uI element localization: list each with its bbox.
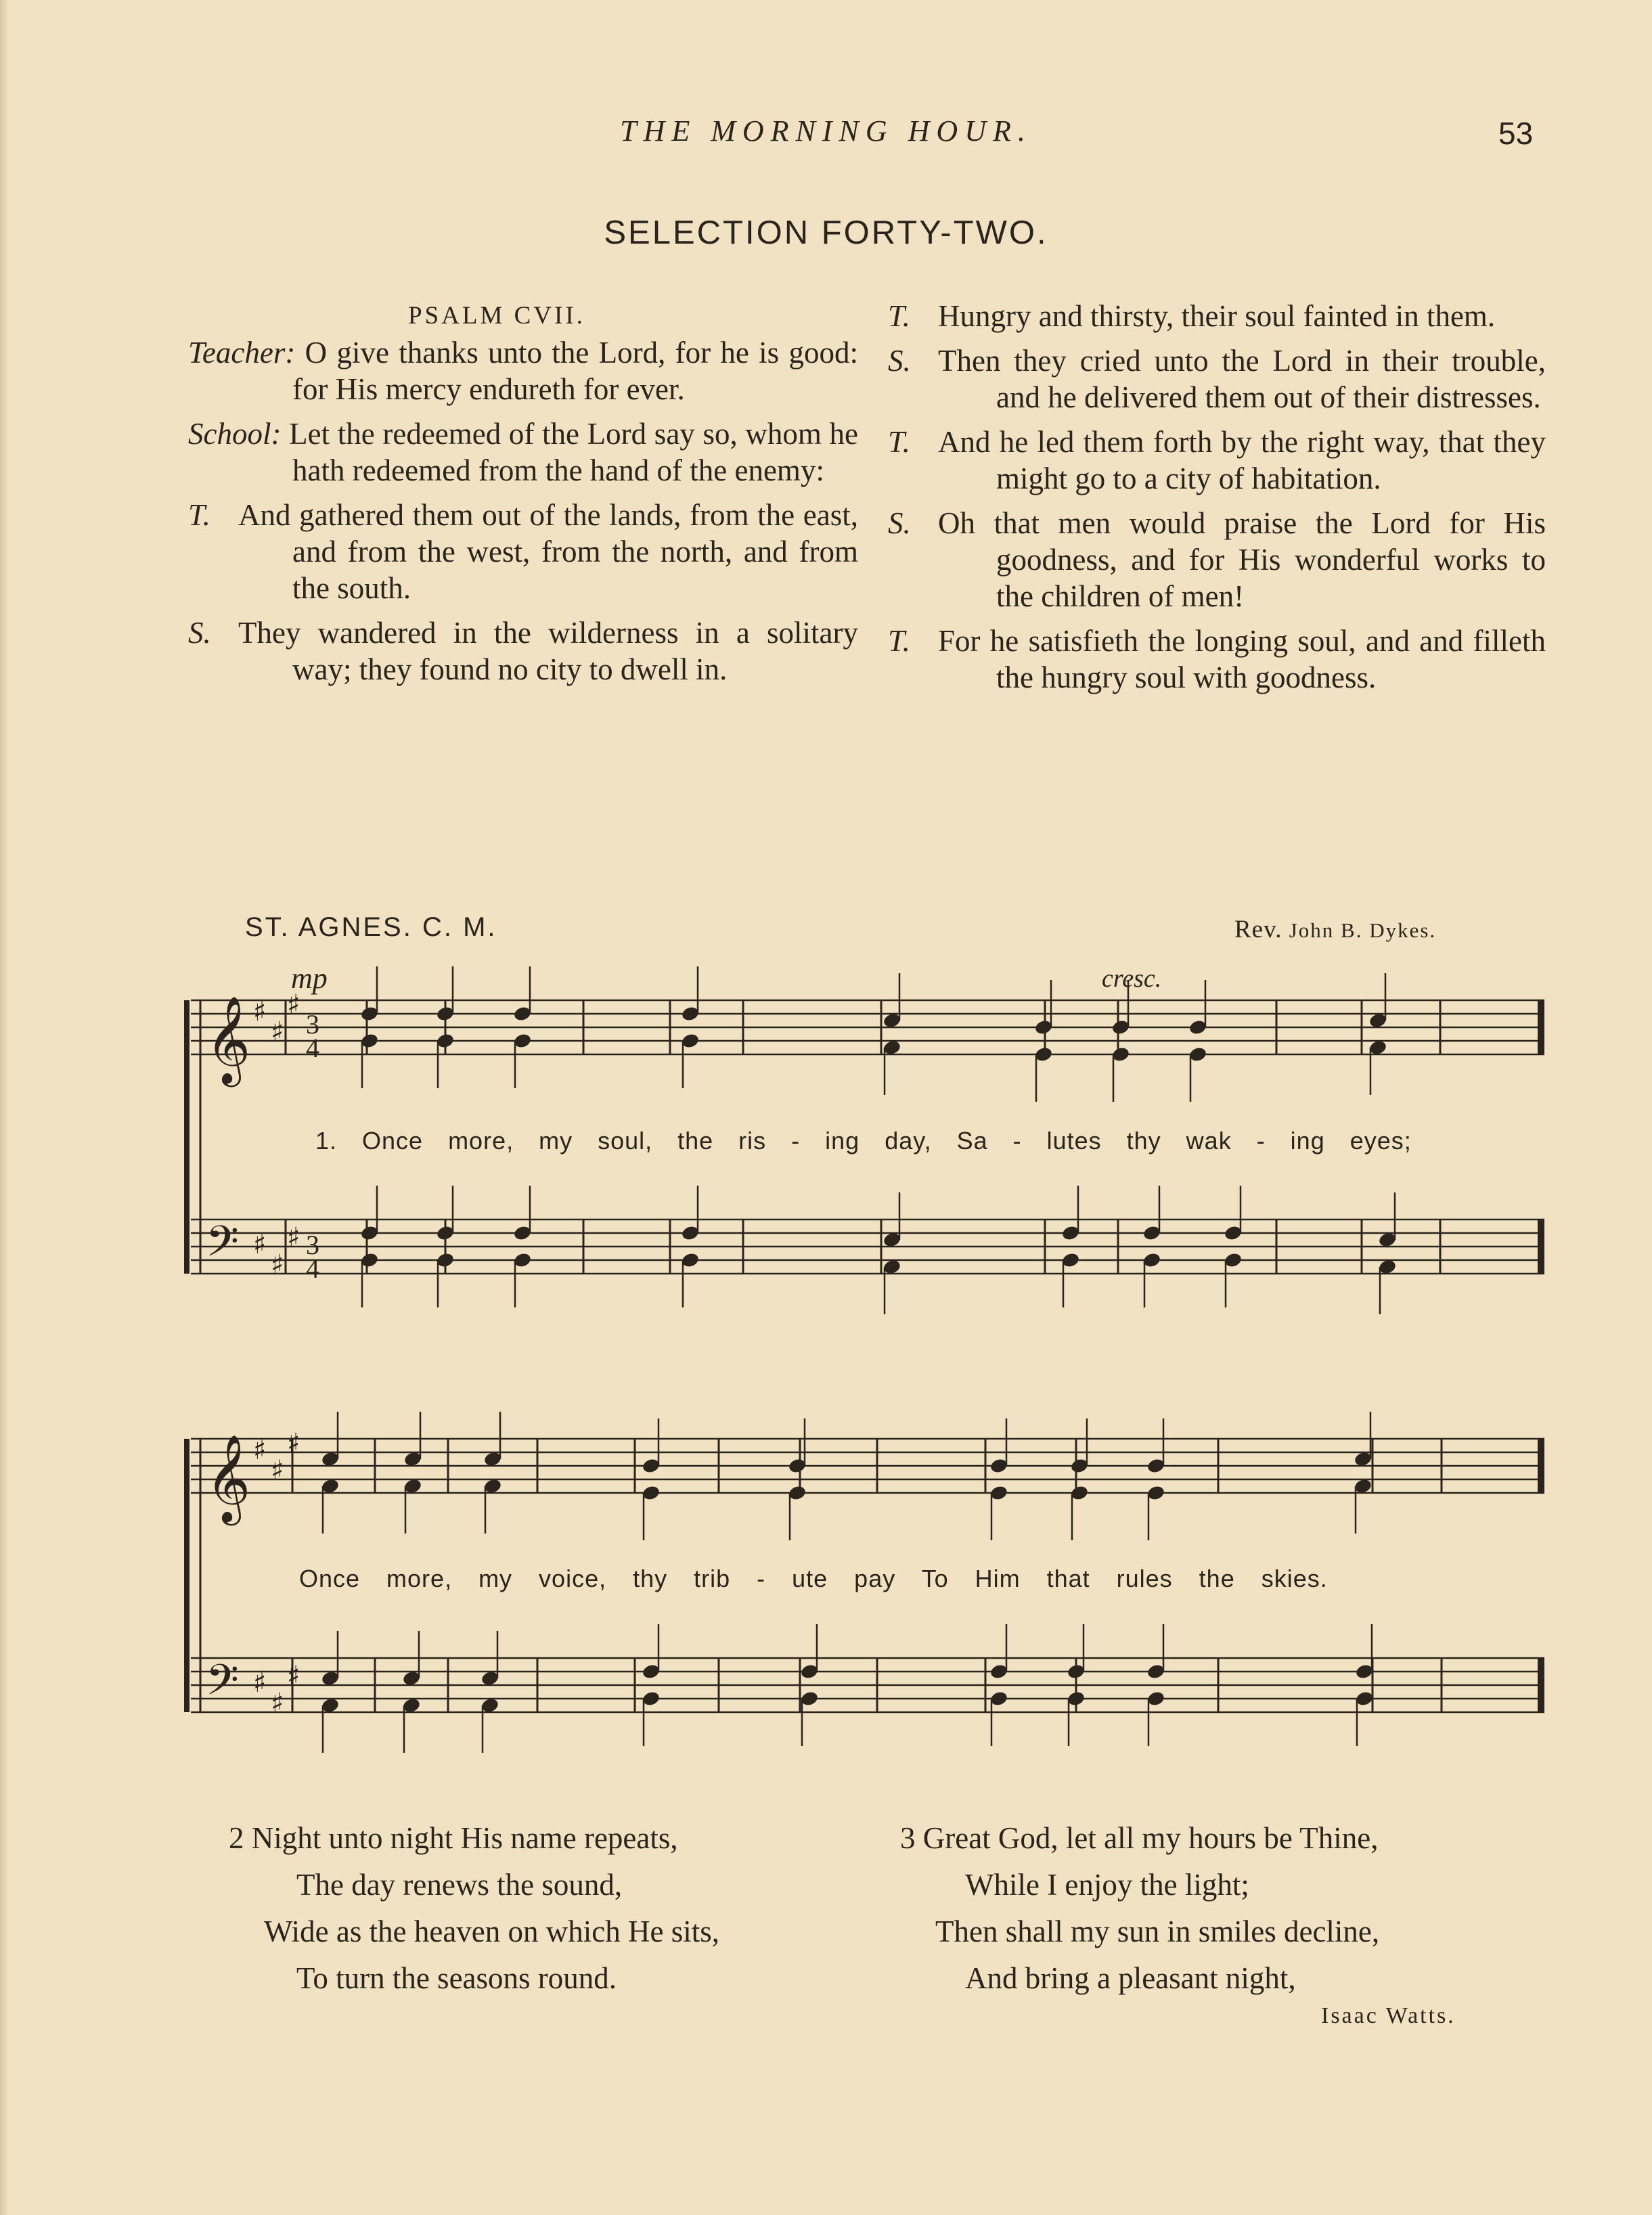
dynamic-cresc: cresc. xyxy=(1102,964,1162,993)
stanza-number: 2 xyxy=(229,1821,244,1855)
bass-clef: 𝄢 xyxy=(206,1655,239,1715)
stanza-line: To turn the seasons round. xyxy=(296,1961,617,1995)
treble-clef: 𝄞 xyxy=(206,1434,251,1522)
stanza-line xyxy=(900,1815,1379,1862)
speaker-label: T. xyxy=(188,498,210,532)
lyrics-line-1: 1. Once more, my soul, the ris - ing day, Sa - lutes thy wak - ing eyes; xyxy=(315,1127,1412,1155)
speaker-label: T. xyxy=(888,425,910,459)
verse-text: O give thanks unto the Lord, for he is good: for His mercy endureth for ever. xyxy=(292,336,859,406)
sharp-sign: ♯ xyxy=(287,1222,300,1253)
final-bar xyxy=(1538,1439,1544,1493)
stanza-line: The day renews the sound, xyxy=(296,1868,623,1902)
tune-name: ST. AGNES. C. M. xyxy=(245,912,497,942)
verse-text: Then they cried unto the Lord in their trouble, and he delivered them out of their distresses. xyxy=(938,344,1546,414)
stanza-line: While I enjoy the light; xyxy=(965,1868,1249,1902)
stanza-line xyxy=(229,1815,719,1862)
composer-prefix: Rev. xyxy=(1234,916,1282,943)
stanza-line-text: Night unto night His name repeats, xyxy=(251,1821,678,1855)
lyrics-line-2: Once more, my voice, thy trib - ute pay To Him that rules the skies. xyxy=(299,1565,1328,1592)
time-signature-bottom: 4 xyxy=(306,1253,319,1284)
time-signature-top: 3 xyxy=(306,1009,319,1039)
verse-text: Let the redeemed of the Lord say so, whom he hath redeemed from the hand of the enemy: xyxy=(289,417,858,487)
bass-clef: 𝄢 xyxy=(206,1216,239,1276)
stanza-number: 3 xyxy=(900,1821,916,1855)
speaker-label: T. xyxy=(888,299,910,333)
final-bar xyxy=(1538,1658,1544,1712)
stanza-line-text: Great God, let all my hours be Thine, xyxy=(922,1821,1379,1855)
sharp-sign: ♯ xyxy=(253,996,267,1027)
sharp-sign: ♯ xyxy=(271,1455,284,1486)
time-signature-top: 3 xyxy=(306,1230,319,1260)
final-bar xyxy=(1538,1000,1544,1054)
sharp-sign: ♯ xyxy=(271,1688,284,1719)
sharp-sign: ♯ xyxy=(287,1428,300,1459)
verse-text: Oh that men would praise the Lord for His goodness, and for His wonderful works to the children of men! xyxy=(938,506,1546,613)
verse-text: For he satisfieth the longing soul, and and filleth the hungry soul with goodness. xyxy=(938,624,1546,694)
treble-clef: 𝄞 xyxy=(206,995,251,1083)
stanza-line: Then shall my sun in smiles decline, xyxy=(935,1915,1380,1948)
speaker-label: S. xyxy=(188,616,211,650)
speaker-label: S. xyxy=(888,506,911,540)
verse-text: Hungry and thirsty, their soul fainted in them. xyxy=(938,299,1496,333)
composer-name: John B. Dykes. xyxy=(1289,918,1437,942)
verse-text: And gathered them out of the lands, from the east, and from the west, from the north, and from the south. xyxy=(238,498,858,605)
time-signature-bottom: 4 xyxy=(306,1033,319,1063)
hymn-author: Isaac Watts. xyxy=(1321,2003,1456,2028)
stanza-line: Wide as the heaven on which He sits, xyxy=(264,1915,720,1948)
sharp-sign: ♯ xyxy=(253,1435,267,1466)
running-head: THE MORNING HOUR. xyxy=(620,114,1032,148)
stanza-2 xyxy=(229,1815,719,2002)
stanza-3 xyxy=(900,1815,1379,2002)
speaker-label: School: xyxy=(188,417,282,451)
verse-text: They wandered in the wilderness in a solitary way; they found no city to dwell in. xyxy=(238,616,858,686)
sharp-sign: ♯ xyxy=(271,1016,284,1048)
selection-title: SELECTION FORTY-TWO. xyxy=(604,215,1048,251)
sharp-sign: ♯ xyxy=(253,1668,267,1699)
psalm-heading: PSALM CVII. xyxy=(408,302,585,330)
sharp-sign: ♯ xyxy=(287,1661,300,1692)
sharp-sign: ♯ xyxy=(253,1229,267,1260)
speaker-label: T. xyxy=(888,624,910,658)
page-number: 53 xyxy=(1498,116,1534,151)
stanza-line: And bring a pleasant night, xyxy=(965,1961,1296,1995)
verse-text: And he led them forth by the right way, that they might go to a city of habitation. xyxy=(938,425,1546,495)
speaker-label: Teacher: xyxy=(188,336,296,370)
sharp-sign: ♯ xyxy=(287,989,300,1021)
speaker-label: S. xyxy=(888,344,911,378)
final-bar xyxy=(1538,1220,1544,1274)
dynamic-mp: mp xyxy=(291,962,328,995)
sharp-sign: ♯ xyxy=(271,1249,284,1280)
